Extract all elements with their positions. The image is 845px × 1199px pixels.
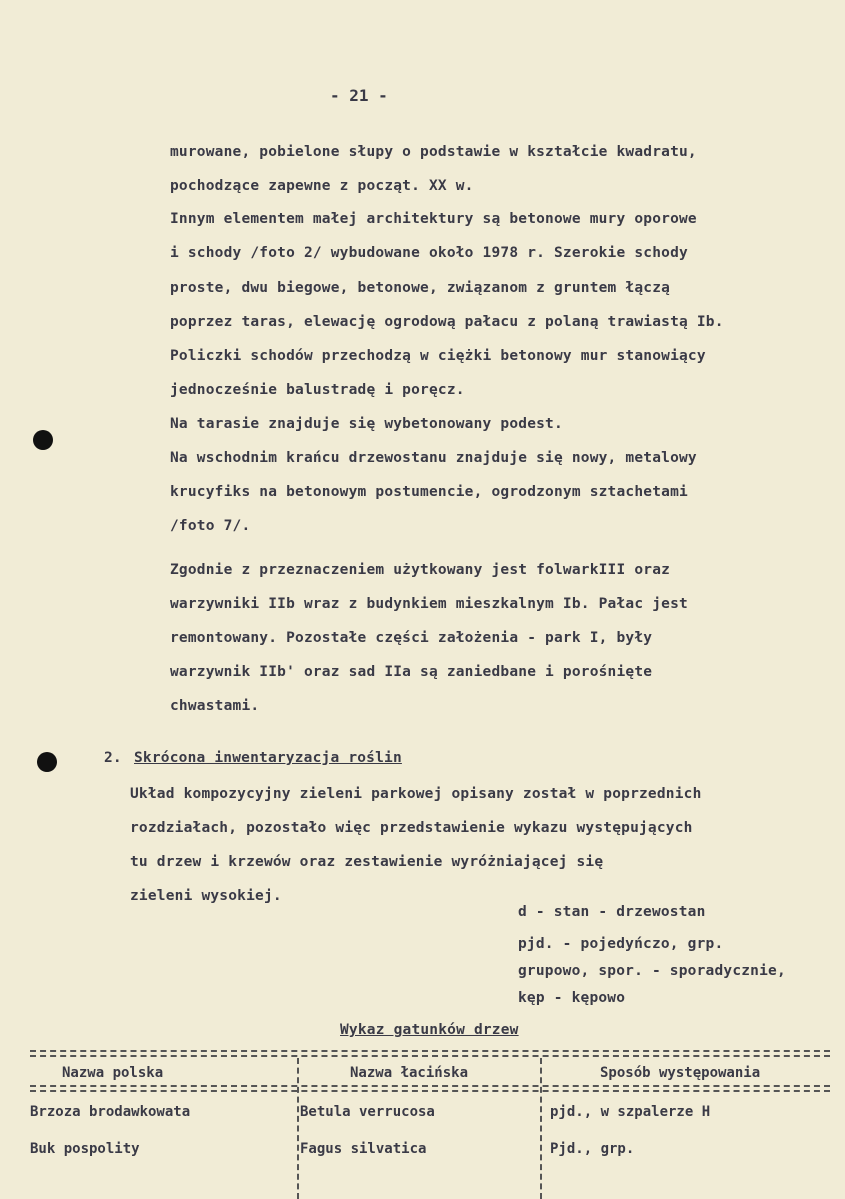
paragraph-line: Na tarasie znajduje się wybetonowany podest.: [170, 416, 563, 432]
table-cell: Fagus silvatica: [300, 1141, 427, 1157]
paragraph-line: Zgodnie z przeznaczeniem użytkowany jest folwarkIII oraz: [170, 562, 671, 578]
legend-line: pjd. - pojedyńczo, grp.: [518, 936, 724, 952]
paragraph-line: Innym elementem małej architektury są betonowe mury oporowe: [170, 211, 697, 227]
table-cell: Betula verrucosa: [300, 1104, 435, 1120]
paragraph-line: warzywnik IIb' oraz sad IIa są zaniedbane i porośnięte: [170, 664, 653, 680]
paragraph-line: proste, dwu biegowe, betonowe, związanom z gruntem łączą: [170, 280, 671, 296]
table-title: Wykaz gatunków drzew: [340, 1022, 519, 1038]
section-number: 2.: [104, 750, 122, 766]
paragraph-line: i schody /foto 2/ wybudowane około 1978 r. Szerokie schody: [170, 245, 688, 261]
paragraph-line: Policzki schodów przechodzą w ciężki betonowy mur stanowiący: [170, 348, 706, 364]
table-cell: Buk pospolity: [30, 1141, 140, 1157]
table-rule-header: [30, 1090, 830, 1092]
table-rule-header: [30, 1085, 830, 1087]
paragraph-line: chwastami.: [170, 698, 260, 714]
paragraph-line: warzywniki IIb wraz z budynkiem mieszkalnym Ib. Pałac jest: [170, 596, 688, 612]
paragraph-line: krucyfiks na betonowym postumencie, ogrodzonym sztachetami: [170, 484, 688, 500]
paragraph-line: pochodzące zapewne z począt. XX w.: [170, 178, 474, 194]
paragraph-line: remontowany. Pozostałe części założenia - park I, były: [170, 630, 653, 646]
table-column-divider: [297, 1058, 299, 1199]
section-line: tu drzew i krzewów oraz zestawienie wyróżniającej się: [130, 854, 604, 870]
table-header-cell: Nazwa łacińska: [350, 1065, 469, 1081]
legend-line: d - stan - drzewostan: [518, 904, 706, 920]
table-header-cell: Nazwa polska: [62, 1065, 164, 1081]
paragraph-line: Na wschodnim krańcu drzewostanu znajduje się nowy, metalowy: [170, 450, 697, 466]
table-cell: Pjd., grp.: [550, 1141, 635, 1157]
punch-hole: [37, 752, 57, 772]
page-number: - 21 -: [330, 86, 388, 105]
paragraph-line: poprzez taras, elewację ogrodową pałacu z polaną trawiastą Ib.: [170, 314, 724, 330]
table-rule-top: [30, 1050, 830, 1052]
table-cell: pjd., w szpalerze H: [550, 1104, 711, 1120]
punch-hole: [33, 430, 53, 450]
paragraph-line: jednocześnie balustradę i poręcz.: [170, 382, 465, 398]
table-cell: Brzoza brodawkowata: [30, 1104, 191, 1120]
legend-line: grupowo, spor. - sporadycznie,: [518, 963, 786, 979]
legend-line: kęp - kępowo: [518, 990, 626, 1006]
section-line: rozdziałach, pozostało więc przedstawienie wykazu występujących: [130, 820, 693, 836]
table-column-divider: [540, 1058, 542, 1199]
section-heading: Skrócona inwentaryzacja roślin: [134, 750, 402, 766]
paragraph-line: murowane, pobielone słupy o podstawie w kształcie kwadratu,: [170, 144, 697, 160]
paragraph-line: /foto 7/.: [170, 518, 251, 534]
table-rule-top: [30, 1055, 830, 1057]
section-line: Układ kompozycyjny zieleni parkowej opisany został w poprzednich: [130, 786, 702, 802]
table-header-cell: Sposób występowania: [600, 1065, 761, 1081]
section-line: zieleni wysokiej.: [130, 888, 282, 904]
